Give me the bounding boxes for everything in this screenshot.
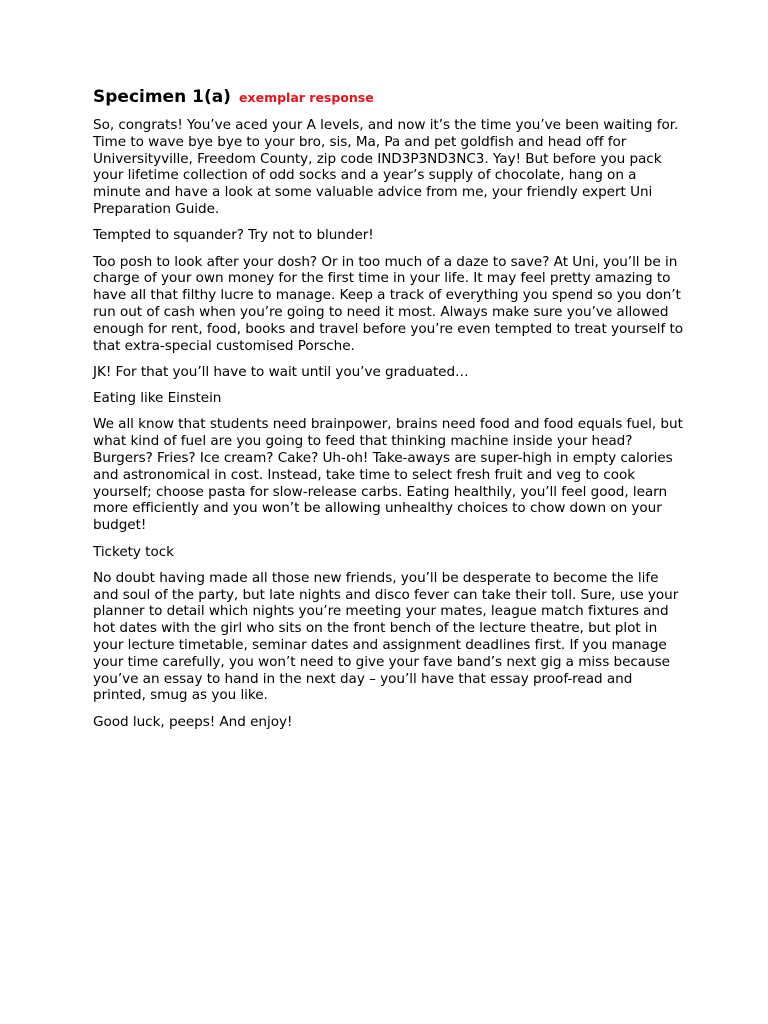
paragraph-intro: So, congrats! You’ve aced your A levels, and now it’s the time you’ve been waiting for. Time to wave bye bye to your bro, sis, Ma, Pa and pet goldfish and head off for Universityville, Freedom County, zip code IND3P3ND3NC3. Yay! But before you pack your lifetime collection of odd socks and a year’s supply of chocolate, hang on a minute and have a look at some valuable advice from me, your friendly expert Uni Preparation Guide. bbox=[93, 117, 679, 217]
paragraph-joke: JK! For that you’ll have to wait until you’ve graduated… bbox=[93, 363, 469, 380]
paragraph-money: Too posh to look after your dosh? Or in too much of a daze to save? At Uni, you’ll be in charge of your own money for the first time in your life. It may feel pretty amazing to have all that filthy lucre to manage. Keep a track of everything you spend so you don’t run out of cash when you’re going to need it most. Always make sure you’ve allowed enough for rent, food, books and travel before you’re even tempted to treat yourself to that extra-special customised Porsche. bbox=[93, 253, 683, 354]
document-heading bbox=[93, 86, 685, 109]
paragraph-closing: Good luck, peeps! And enjoy! bbox=[93, 713, 293, 730]
section-heading-eating: Eating like Einstein bbox=[93, 390, 222, 407]
section-heading-time: Tickety tock bbox=[93, 543, 174, 560]
section-heading-money: Tempted to squander? Try not to blunder! bbox=[93, 227, 374, 244]
paragraph-eating: We all know that students need brainpower, brains need food and food equals fuel, but what kind of fuel are you going to feed that thinking machine inside your head? Burgers? Fries? Ice cream? Cake? Uh-oh! Take-aways are super-high in empty calories and astronomical in cost. Instead, take time to select fresh fruit and veg to cook yourself; choose pasta for slow-release carbs. Eating healthily, you’ll feel good, learn more efficiently and you won’t be allowing unhealthy choices to chow down on your budget! bbox=[93, 416, 683, 534]
document-page bbox=[93, 86, 685, 740]
document-title: Specimen 1(a) bbox=[93, 87, 231, 107]
document-subtitle: exemplar response bbox=[239, 90, 374, 105]
paragraph-time: No doubt having made all those new friends, you’ll be desperate to become the life and soul of the party, but late nights and disco fever can take their toll. Sure, use your planner to detail which nights you’re meeting your mates, league match fixtures and hot dates with the girl who sits on the front bench of the lecture theatre, but plot in your lecture timetable, seminar dates and assignment deadlines first. If you manage your time carefully, you won’t need to give your fave band’s next gig a miss because you’ve an essay to hand in the next day – you’ll have that essay proof-read and printed, smug as you like. bbox=[93, 569, 679, 704]
